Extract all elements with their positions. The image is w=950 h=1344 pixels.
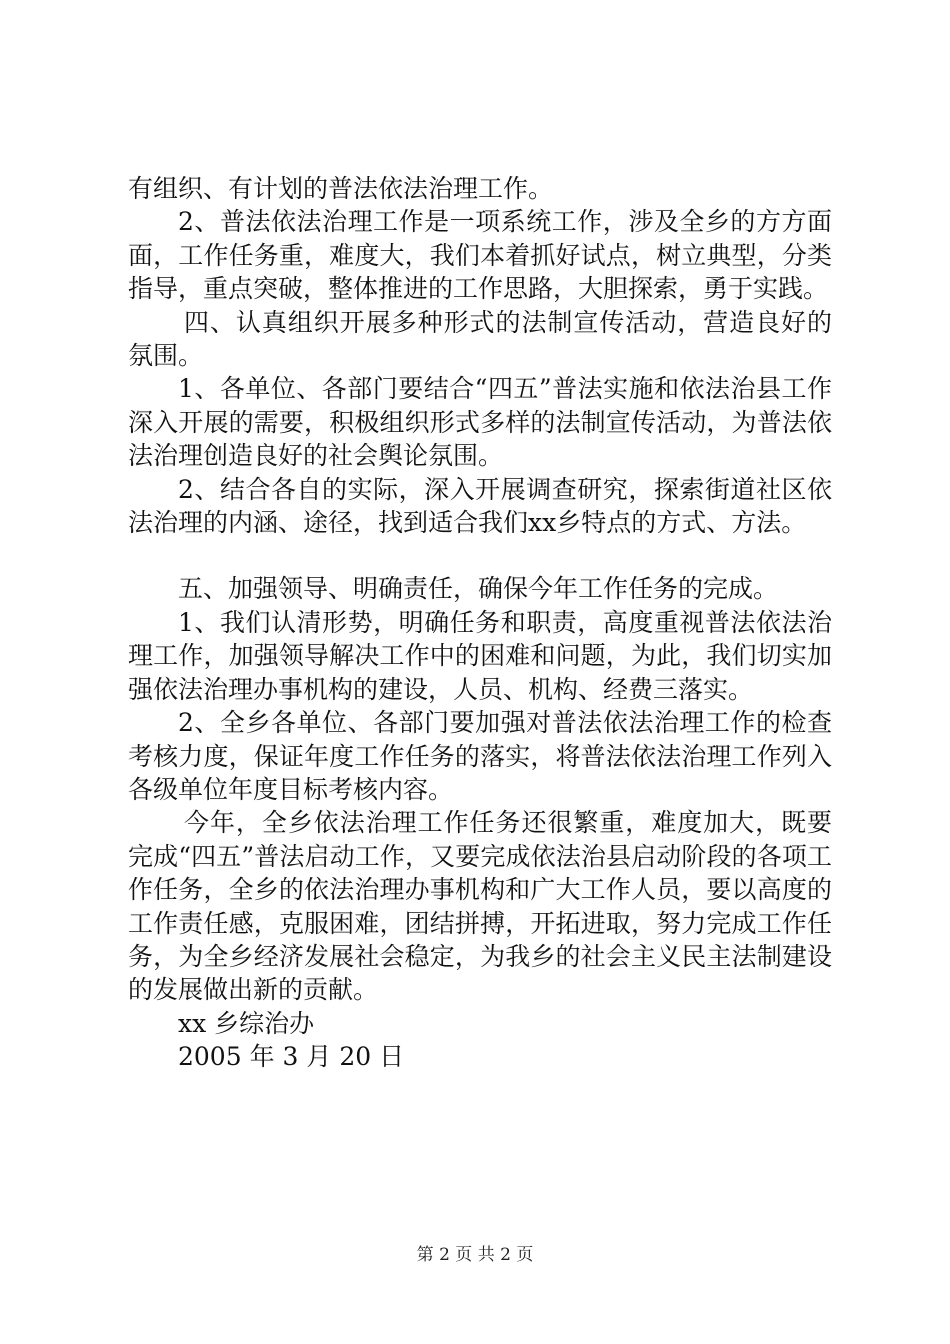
paragraph-gap (128, 539, 832, 572)
document-body (128, 172, 832, 1074)
paragraph-item-2b: 2、结合各自的实际，深入开展调查研究，探索街道社区依法治理的内涵、途径，找到适合我们xx乡特点的方式、方法。 (128, 474, 832, 538)
paragraph-item-2c: 2、全乡各单位、各部门要加强对普法依法治理工作的检查考核力度，保证年度工作任务的落实，将普法依法治理工作列入各级单位年度目标考核内容。 (128, 708, 832, 804)
paragraph-item-1: 1、各单位、各部门要结合“四五”普法实施和依法治县工作深入开展的需要，积极组织形式多样的法制宣传活动，为普法依法治理创造良好的社会舆论氛围。 (128, 374, 832, 471)
signature-org: xx 乡综治办 (178, 1008, 315, 1038)
signature-date: 2005 年 3 月 20 日 (178, 1042, 405, 1072)
closing-paragraph: 今年，全乡依法治理工作任务还很繁重，难度加大，既要完成“四五”普法启动工作，又要完成依法治县启动阶段的各项工作任务，全乡的依法治理办事机构和广大工作人员，要以高度的工作责任感，克服困难，团结拼搏，开拓进取，努力完成工作任务，为全乡经济发展社会稳定，为我乡的社会主义民主法制建设的发展做出新的贡献。 (128, 808, 832, 1005)
section-heading-5: 五、加强领导、明确责任，确保今年工作任务的完成。 (178, 574, 779, 604)
paragraph-continuation: 有组织、有计划的普法依法治理工作。 (128, 174, 554, 203)
page-footer: 第 2 页 共 2 页 (416, 1245, 534, 1265)
section-heading-4: 四、认真组织开展多种形式的法制宣传活动，营造良好的氛围。 (128, 307, 832, 371)
paragraph-item-1b: 1、我们认清形势，明确任务和职责，高度重视普法依法治理工作，加强领导解决工作中的困难和问题，为此，我们切实加强依法治理办事机构的建设，人员、机构、经费三落实。 (128, 607, 832, 704)
paragraph-item-2: 2、普法依法治理工作是一项系统工作，涉及全乡的方方面面，工作任务重，难度大，我们本着抓好试点，树立典型，分类指导，重点突破，整体推进的工作思路，大胆探索，勇于实践。 (128, 207, 832, 304)
